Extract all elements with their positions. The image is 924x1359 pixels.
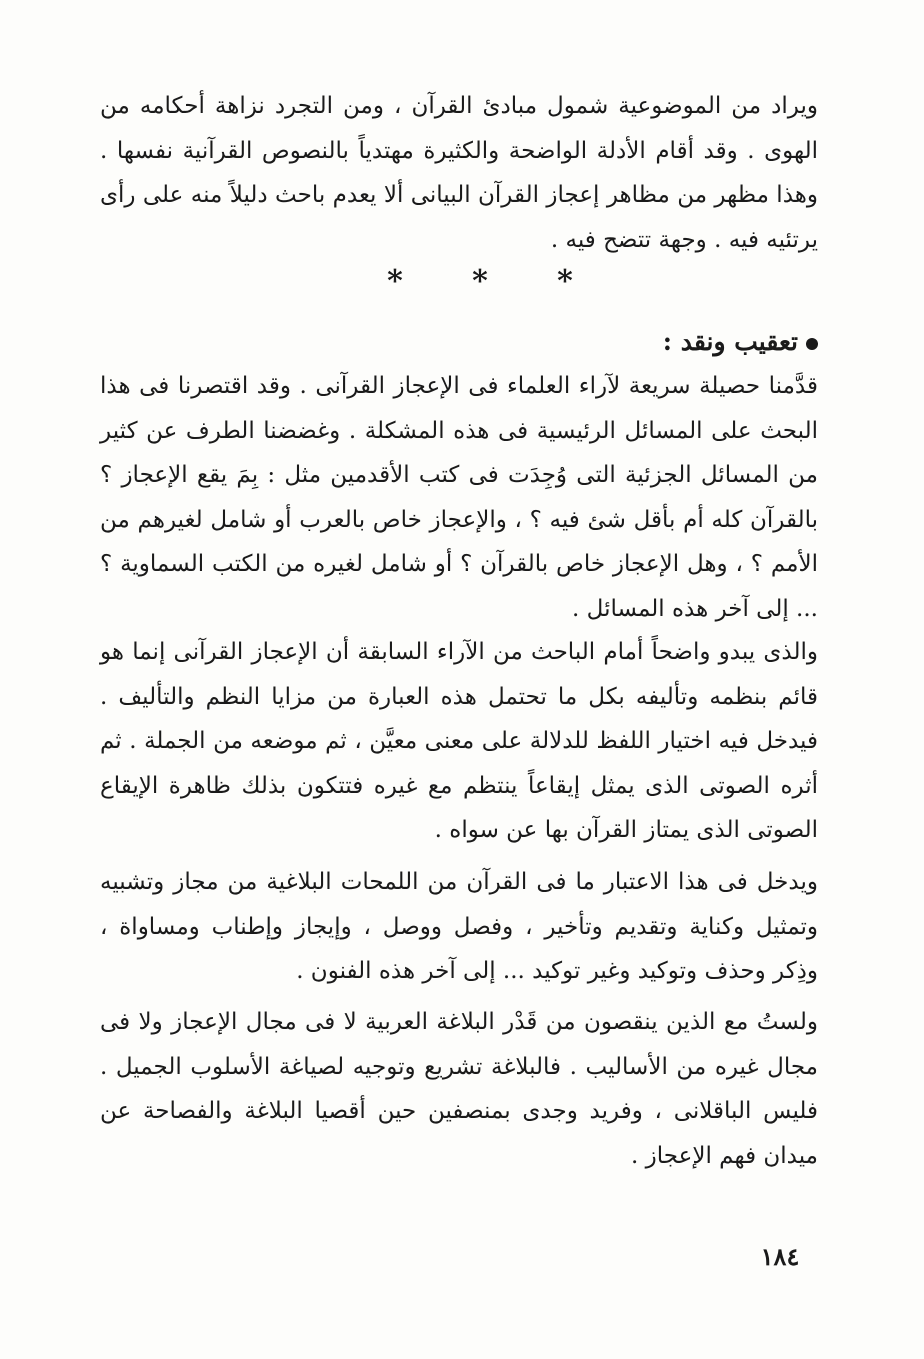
body-paragraph: قدَّمنا حصيلة سريعة لآراء العلماء فى الإعجاز القرآنى . وقد اقتصرنا فى هذا البحث على المسائل الرئيسية فى هذه المشكلة . وغضضنا الطرف عن كثير من المسائل الجزئية التى وُجِدَت فى كتب الأقدمين مثل : بِمَ يقع الإعجاز ؟ بالقرآن كله أم بأقل شئ فيه ؟ ، والإعجاز خاص بالعرب أو شامل لغيرهم من الأمم ؟ ، وهل الإعجاز خاص بالقرآن ؟ أو شامل لغيره من الكتب السماوية ؟ ... إلى آخر هذه المسائل . bbox=[100, 373, 818, 622]
page-number: ١٨٤ bbox=[760, 1242, 800, 1271]
body-paragraph: والذى يبدو واضحاً أمام الباحث من الآراء السابقة أن الإعجاز القرآنى إنما هو قائم بنظمه وتأليفه بكل ما تحتمل هذه العبارة من مزايا النظم والتأليف . فيدخل فيه اختيار اللفظ للدلالة على معنى معيَّن ، ثم موضعه من الجملة . ثم أثره الصوتى الذى يمثل إيقاعاً ينتظم مع غيره فتتكون بذلك ظاهرة الإيقاع الصوتى الذى يمتاز القرآن بها عن سواه . bbox=[100, 639, 818, 843]
intro-paragraph: ويراد من الموضوعية شمول مبادئ القرآن ، ومن التجرد نزاهة أحكامه من الهوى . وقد أقام الأدلة الواضحة والكثيرة مهتدياً بالنصوص القرآنية نفسها . وهذا مظهر من مظاهر إعجاز القرآن البيانى ألا يعدم باحث دليلاً منه على رأى يرتئيه فيه . وجهة تتضح فيه . bbox=[100, 93, 818, 253]
separator-asterisk: * bbox=[557, 264, 573, 299]
separator-asterisk: * bbox=[387, 264, 403, 299]
body-paragraph: ولستُ مع الذين ينقصون من قَدْر البلاغة العربية لا فى مجال الإعجاز ولا فى مجال غيره من الأساليب . فالبلاغة تشريع وتوجيه لصياغة الأسلوب الجميل . فليس الباقلانى ، وفريد وجدى بمنصفين حين أقصيا البلاغة والفصاحة عن ميدان فهم الإعجاز . bbox=[100, 1009, 818, 1169]
section-heading bbox=[300, 320, 818, 364]
intro-paragraph-block bbox=[100, 84, 818, 262]
paragraph-block-4 bbox=[100, 1000, 818, 1178]
paragraph-block-3 bbox=[100, 860, 818, 994]
section-separator bbox=[380, 262, 580, 302]
paragraph-block-1 bbox=[100, 364, 818, 631]
paragraph-block-2 bbox=[100, 630, 818, 853]
body-paragraph: ويدخل فى هذا الاعتبار ما فى القرآن من اللمحات البلاغية من مجاز وتشبيه وتمثيل وكناية وتقديم وتأخير ، وفصل ووصل ، وإيجاز وإطناب ومساواة ، وذِكر وحذف وتوكيد وغير توكيد ... إلى آخر هذه الفنون . bbox=[100, 869, 818, 984]
section-heading-text: تعقيب ونقد : bbox=[662, 327, 798, 356]
separator-asterisk: * bbox=[472, 264, 488, 299]
bullet-icon bbox=[806, 338, 818, 350]
